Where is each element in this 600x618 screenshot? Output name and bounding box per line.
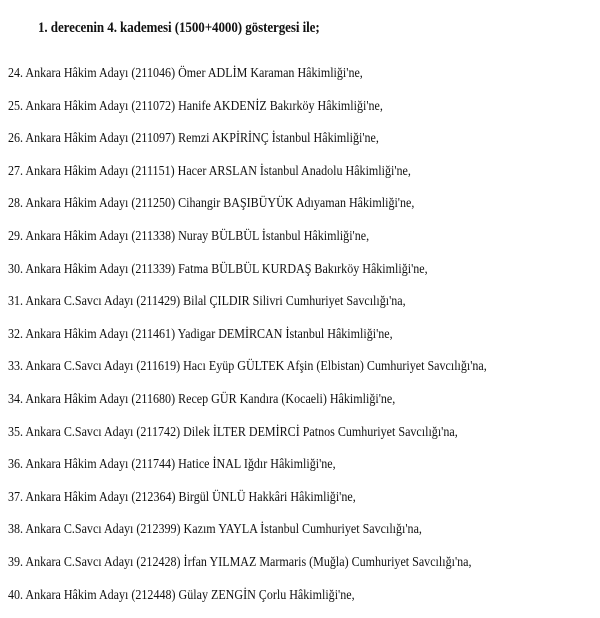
list-item (8, 553, 487, 586)
entry-text: 25. Ankara Hâkim Adayı (211072) Hanife AKDENİZ Bakırköy Hâkimliği'ne, (8, 99, 383, 114)
section-heading: 1. derecenin 4. kademesi (1500+4000) göstergesi ile; (38, 20, 320, 37)
entry-text: 33. Ankara C.Savcı Adayı (211619) Hacı Eyüp GÜLTEK Afşin (Elbistan) Cumhuriyet Savcılığı'na, (8, 359, 487, 374)
entry-text: 30. Ankara Hâkim Adayı (211339) Fatma BÜLBÜL KURDAŞ Bakırköy Hâkimliği'ne, (8, 262, 428, 277)
entry-text: 37. Ankara Hâkim Adayı (212364) Birgül ÜNLÜ Hakkâri Hâkimliği'ne, (8, 490, 356, 505)
list-item (8, 357, 487, 390)
list-item (8, 162, 487, 195)
list-item (8, 260, 487, 293)
list-item (8, 423, 487, 456)
list-item (8, 194, 487, 227)
entry-text: 26. Ankara Hâkim Adayı (211097) Remzi AKPİRİNÇ İstanbul Hâkimliği'ne, (8, 131, 379, 146)
list-item (8, 455, 487, 488)
list-item (8, 586, 487, 618)
list-item (8, 488, 487, 521)
entry-text: 31. Ankara C.Savcı Adayı (211429) Bilal ÇILDIR Silivri Cumhuriyet Savcılığı'na, (8, 294, 406, 309)
entry-text: 34. Ankara Hâkim Adayı (211680) Recep GÜR Kandıra (Kocaeli) Hâkimliği'ne, (8, 392, 395, 407)
entry-text: 32. Ankara Hâkim Adayı (211461) Yadigar DEMİRCAN İstanbul Hâkimliği'ne, (8, 327, 393, 342)
list-item (8, 292, 487, 325)
list-item (8, 520, 487, 553)
entry-text: 28. Ankara Hâkim Adayı (211250) Cihangir BAŞIBÜYÜK Adıyaman Hâkimliği'ne, (8, 196, 414, 211)
list-item (8, 129, 487, 162)
list-item (8, 325, 487, 358)
entry-text: 29. Ankara Hâkim Adayı (211338) Nuray BÜLBÜL İstanbul Hâkimliği'ne, (8, 229, 369, 244)
entry-text: 35. Ankara C.Savcı Adayı (211742) Dilek İLTER DEMİRCİ Patnos Cumhuriyet Savcılığı'na, (8, 425, 458, 440)
list-item (8, 227, 487, 260)
entry-text: 38. Ankara C.Savcı Adayı (212399) Kazım YAYLA İstanbul Cumhuriyet Savcılığı'na, (8, 522, 422, 537)
entry-text: 24. Ankara Hâkim Adayı (211046) Ömer ADLİM Karaman Hâkimliği'ne, (8, 66, 363, 81)
entry-text: 36. Ankara Hâkim Adayı (211744) Hatice İNAL Iğdır Hâkimliği'ne, (8, 457, 336, 472)
entry-text: 27. Ankara Hâkim Adayı (211151) Hacer ARSLAN İstanbul Anadolu Hâkimliği'ne, (8, 164, 411, 179)
list-item (8, 390, 487, 423)
entry-text: 39. Ankara C.Savcı Adayı (212428) İrfan YILMAZ Marmaris (Muğla) Cumhuriyet Savcılığı'na, (8, 555, 471, 570)
list-item (8, 64, 487, 97)
entry-text: 40. Ankara Hâkim Adayı (212448) Gülay ZENGİN Çorlu Hâkimliği'ne, (8, 588, 355, 603)
appointment-list (8, 64, 565, 618)
list-item (8, 97, 487, 130)
